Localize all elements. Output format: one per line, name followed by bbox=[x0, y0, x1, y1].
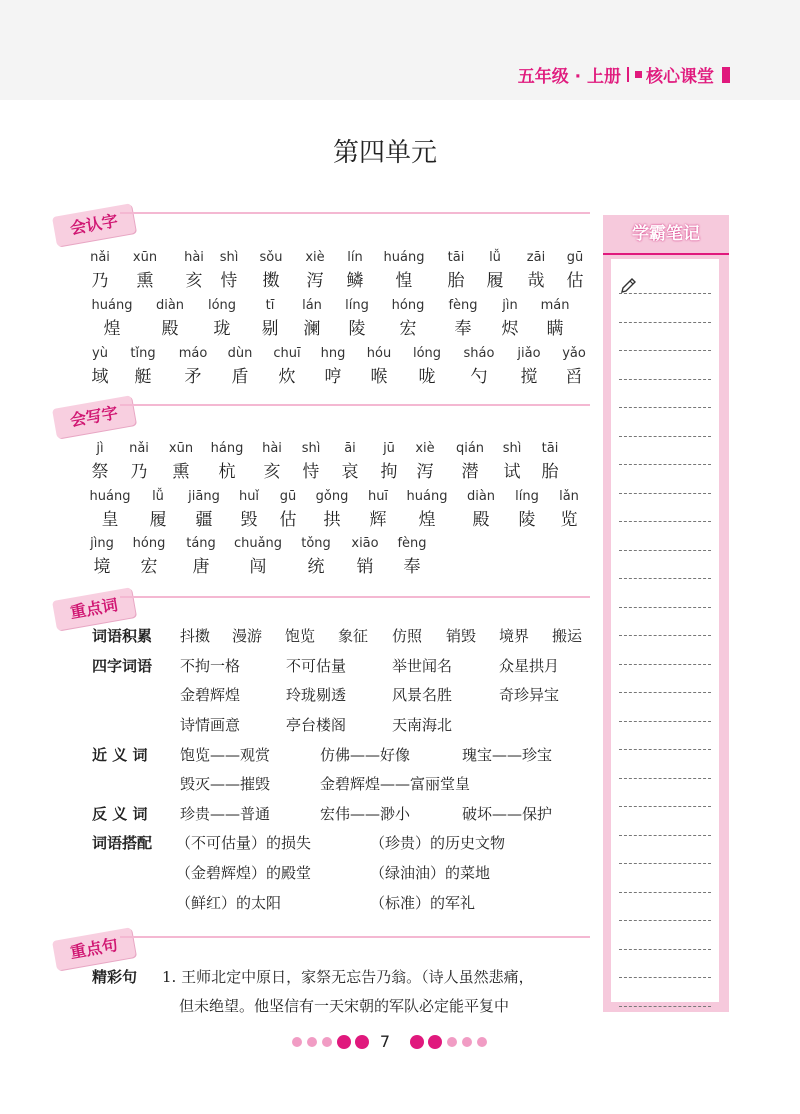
hanzi-char: 鳞 bbox=[346, 271, 364, 291]
pinyin-label: sǒu bbox=[259, 250, 283, 265]
idiom: 不拘一格 bbox=[180, 657, 241, 675]
pinyin-label: tī bbox=[265, 298, 275, 313]
notes-line bbox=[619, 493, 711, 494]
accumulate-label: 词语积累 bbox=[92, 627, 153, 645]
notes-line bbox=[619, 664, 711, 665]
hanzi-char: 唐 bbox=[192, 557, 210, 577]
hanzi-char: 乃 bbox=[130, 462, 148, 482]
pinyin-label: hóu bbox=[366, 346, 392, 361]
hanzi-char: 胎 bbox=[447, 271, 465, 291]
pinyin-label: nǎi bbox=[129, 441, 149, 456]
hanzi-char: 辉 bbox=[369, 510, 387, 530]
notes-line bbox=[619, 607, 711, 608]
hanzi-char: 祭 bbox=[91, 462, 109, 482]
hanzi-char: 疆 bbox=[195, 510, 213, 530]
hanzi-char: 览 bbox=[560, 510, 578, 530]
hanzi-char: 陵 bbox=[348, 319, 366, 339]
antonyms-label: 反 义 词 bbox=[92, 805, 148, 823]
pinyin-label: gū bbox=[279, 489, 297, 504]
notes-line bbox=[619, 835, 711, 836]
pinyin-label: hng bbox=[320, 346, 346, 361]
synonym-pair: 仿佛——好像 bbox=[320, 746, 411, 764]
hanzi-char: 殿 bbox=[161, 319, 179, 339]
hanzi-char: 恃 bbox=[220, 271, 238, 291]
sentence-line: 1. 王师北定中原日，家祭无忘告乃翁。（诗人虽然悲痛， bbox=[162, 968, 534, 986]
hanzi-char: 哉 bbox=[527, 271, 545, 291]
pinyin-label: shì bbox=[502, 441, 522, 456]
decor-dot bbox=[477, 1037, 487, 1047]
notes-line bbox=[619, 464, 711, 465]
pinyin-label: tǒng bbox=[301, 536, 331, 551]
decor-dot bbox=[410, 1035, 424, 1049]
hanzi-char: 哀 bbox=[341, 462, 359, 482]
pinyin-label: huī bbox=[367, 489, 389, 504]
pinyin-label: huǐ bbox=[238, 489, 260, 504]
pinyin-label: lǎn bbox=[559, 489, 579, 504]
pinyin-label: jìn bbox=[502, 298, 518, 313]
pinyin-label: diàn bbox=[155, 298, 185, 313]
pinyin-label: líng bbox=[515, 489, 539, 504]
pinyin-label: huáng bbox=[89, 489, 131, 504]
hanzi-char: 乃 bbox=[91, 271, 109, 291]
hanzi-char: 烬 bbox=[501, 319, 519, 339]
section-divider bbox=[120, 212, 590, 214]
pinyin-label: qián bbox=[455, 441, 485, 456]
pinyin-label: lǚ bbox=[489, 250, 501, 265]
unit-title: 第四单元 bbox=[332, 138, 437, 168]
pinyin-label: tāi bbox=[541, 441, 559, 456]
notes-line bbox=[619, 721, 711, 722]
accumulate-word: 象征 bbox=[338, 627, 369, 645]
hanzi-char: 域 bbox=[91, 367, 109, 387]
pinyin-label: lán bbox=[302, 298, 322, 313]
idiom: 风景名胜 bbox=[392, 686, 453, 704]
hanzi-char: 毁 bbox=[240, 510, 258, 530]
hanzi-char: 宏 bbox=[399, 319, 417, 339]
accumulate-word: 销毁 bbox=[446, 627, 477, 645]
notes-line bbox=[619, 778, 711, 779]
section-divider bbox=[120, 404, 590, 406]
idiom: 诗情画意 bbox=[180, 716, 241, 734]
pinyin-label: fèng bbox=[448, 298, 478, 313]
pinyin-label: fèng bbox=[397, 536, 427, 551]
pinyin-label: jì bbox=[96, 441, 104, 456]
pinyin-label: dùn bbox=[227, 346, 253, 361]
notes-panel bbox=[603, 215, 729, 1012]
notes-writing-area bbox=[611, 259, 719, 1002]
sentence-line: 但未绝望。他坚信有一天宋朝的军队必定能平复中 bbox=[179, 997, 510, 1015]
hanzi-char: 奉 bbox=[403, 557, 421, 577]
hanzi-char: 恃 bbox=[302, 462, 320, 482]
hanzi-char: 舀 bbox=[565, 367, 583, 387]
notes-line bbox=[619, 892, 711, 893]
section-recognize-label: 会认字 bbox=[52, 203, 136, 246]
hanzi-char: 瞒 bbox=[546, 319, 564, 339]
accumulate-word: 搬运 bbox=[552, 627, 583, 645]
decor-dot bbox=[322, 1037, 332, 1047]
hanzi-char: 咙 bbox=[418, 367, 436, 387]
synonym-pair: 金碧辉煌——富丽堂皇 bbox=[320, 775, 471, 793]
idiom: 众星拱月 bbox=[499, 657, 560, 675]
hanzi-char: 亥 bbox=[263, 462, 281, 482]
decor-dot bbox=[355, 1035, 369, 1049]
notes-line bbox=[619, 806, 711, 807]
pinyin-label: hóng bbox=[391, 298, 425, 313]
idiom: 亭台楼阁 bbox=[286, 716, 347, 734]
series-label: 核心课堂 bbox=[646, 67, 714, 87]
section-sentences-label: 重点句 bbox=[52, 927, 136, 970]
hanzi-char: 亥 bbox=[185, 271, 203, 291]
synonym-pair: 饱览——观赏 bbox=[180, 746, 271, 764]
collocation: （珍贵）的历史文物 bbox=[370, 834, 506, 852]
page-header bbox=[518, 62, 730, 87]
notes-line bbox=[619, 1006, 711, 1007]
hanzi-char: 试 bbox=[503, 462, 521, 482]
pinyin-label: nǎi bbox=[90, 250, 110, 265]
section-divider bbox=[120, 936, 590, 938]
pinyin-label: líng bbox=[345, 298, 369, 313]
pinyin-label: diàn bbox=[466, 489, 496, 504]
decor-dot bbox=[428, 1035, 442, 1049]
decor-dot bbox=[292, 1037, 302, 1047]
collocation: （鲜红）的太阳 bbox=[176, 894, 282, 912]
accumulate-word: 仿照 bbox=[392, 627, 423, 645]
pinyin-label: xiè bbox=[415, 441, 435, 456]
page-number: 7 bbox=[379, 1032, 391, 1051]
hanzi-char: 剔 bbox=[261, 319, 279, 339]
pinyin-label: táng bbox=[186, 536, 216, 551]
hanzi-char: 胎 bbox=[541, 462, 559, 482]
synonym-pair: 毁灭——摧毁 bbox=[180, 775, 271, 793]
header-divider bbox=[627, 67, 629, 82]
accumulate-word: 饱览 bbox=[285, 627, 316, 645]
notes-line bbox=[619, 692, 711, 693]
antonym-pair: 破坏——保护 bbox=[462, 805, 553, 823]
notes-line bbox=[619, 350, 711, 351]
pinyin-label: jū bbox=[383, 441, 395, 456]
idiom: 奇珍异宝 bbox=[499, 686, 560, 704]
decor-dot bbox=[307, 1037, 317, 1047]
pinyin-label: lóng bbox=[412, 346, 442, 361]
hanzi-char: 拘 bbox=[380, 462, 398, 482]
pinyin-label: yù bbox=[92, 346, 108, 361]
collocation: （绿油油）的菜地 bbox=[370, 864, 491, 882]
pinyin-label: lín bbox=[347, 250, 363, 265]
hanzi-char: 履 bbox=[486, 271, 504, 291]
pinyin-label: xūn bbox=[132, 250, 158, 265]
notes-title: 学霸笔记 bbox=[632, 224, 700, 244]
hanzi-char: 估 bbox=[279, 510, 297, 530]
hanzi-char: 熏 bbox=[172, 462, 190, 482]
hanzi-char: 拱 bbox=[323, 510, 341, 530]
pinyin-label: huáng bbox=[406, 489, 448, 504]
pinyin-label: xiè bbox=[305, 250, 325, 265]
hanzi-char: 潜 bbox=[461, 462, 479, 482]
pinyin-label: jìng bbox=[90, 536, 114, 551]
hanzi-char: 殿 bbox=[472, 510, 490, 530]
pinyin-label: yǎo bbox=[562, 346, 586, 361]
notes-title-bar bbox=[603, 215, 729, 255]
idiom: 金碧辉煌 bbox=[180, 686, 241, 704]
notes-line bbox=[619, 550, 711, 551]
pinyin-label: hài bbox=[184, 250, 204, 265]
antonym-pair: 宏伟——渺小 bbox=[320, 805, 411, 823]
hanzi-char: 泻 bbox=[416, 462, 434, 482]
notes-line bbox=[619, 635, 711, 636]
hanzi-char: 艇 bbox=[134, 367, 152, 387]
notes-line bbox=[619, 749, 711, 750]
section-divider bbox=[120, 596, 590, 598]
notes-line bbox=[619, 578, 711, 579]
pinyin-label: shì bbox=[219, 250, 239, 265]
hanzi-char: 盾 bbox=[231, 367, 249, 387]
idiom: 玲珑剔透 bbox=[286, 686, 347, 704]
pinyin-label: tāi bbox=[447, 250, 465, 265]
notes-line bbox=[619, 293, 711, 294]
hanzi-char: 境 bbox=[93, 557, 111, 577]
collocation: （不可估量）的损失 bbox=[176, 834, 312, 852]
pinyin-label: shì bbox=[301, 441, 321, 456]
hanzi-char: 宏 bbox=[140, 557, 158, 577]
pinyin-label: hóng bbox=[132, 536, 166, 551]
section-write-label: 会写字 bbox=[52, 395, 136, 438]
header-square-icon bbox=[635, 71, 642, 78]
accumulate-word: 境界 bbox=[499, 627, 530, 645]
hanzi-char: 熏 bbox=[136, 271, 154, 291]
notes-line bbox=[619, 949, 711, 950]
pinyin-label: máo bbox=[178, 346, 208, 361]
hanzi-char: 煌 bbox=[418, 510, 436, 530]
pinyin-label: lóng bbox=[207, 298, 237, 313]
pinyin-label: chuǎng bbox=[233, 536, 283, 551]
pinyin-label: hài bbox=[262, 441, 282, 456]
pinyin-label: gǒng bbox=[315, 489, 349, 504]
hanzi-char: 履 bbox=[149, 510, 167, 530]
notes-line bbox=[619, 920, 711, 921]
hanzi-char: 奉 bbox=[454, 319, 472, 339]
pinyin-label: xūn bbox=[168, 441, 194, 456]
pinyin-label: jiāng bbox=[188, 489, 220, 504]
collocation: （金碧辉煌）的殿堂 bbox=[176, 864, 312, 882]
decor-dot bbox=[447, 1037, 457, 1047]
hanzi-char: 杭 bbox=[218, 462, 236, 482]
notes-line bbox=[619, 407, 711, 408]
hanzi-char: 闯 bbox=[249, 557, 267, 577]
pinyin-label: mán bbox=[540, 298, 570, 313]
accumulate-word: 抖擞 bbox=[180, 627, 211, 645]
hanzi-char: 搅 bbox=[520, 367, 538, 387]
pinyin-label: sháo bbox=[463, 346, 495, 361]
hanzi-char: 泻 bbox=[306, 271, 324, 291]
pinyin-label: tǐng bbox=[130, 346, 156, 361]
sentence-label: 精彩句 bbox=[92, 968, 138, 986]
notes-line bbox=[619, 977, 711, 978]
idiom: 不可估量 bbox=[286, 657, 347, 675]
hanzi-char: 澜 bbox=[303, 319, 321, 339]
hanzi-char: 惶 bbox=[395, 271, 413, 291]
hanzi-char: 哼 bbox=[324, 367, 342, 387]
pinyin-label: āi bbox=[344, 441, 356, 456]
synonyms-label: 近 义 词 bbox=[92, 746, 148, 764]
idiom: 举世闻名 bbox=[392, 657, 453, 675]
header-block-icon bbox=[722, 67, 730, 83]
decor-dot bbox=[462, 1037, 472, 1047]
hanzi-char: 珑 bbox=[213, 319, 231, 339]
pinyin-label: háng bbox=[210, 441, 244, 456]
section-keywords-label: 重点词 bbox=[52, 587, 136, 630]
notes-line bbox=[619, 863, 711, 864]
idiom: 天南海北 bbox=[392, 716, 453, 734]
pinyin-label: lǚ bbox=[152, 489, 164, 504]
accumulate-word: 漫游 bbox=[232, 627, 263, 645]
decor-dot bbox=[337, 1035, 351, 1049]
hanzi-char: 煌 bbox=[103, 319, 121, 339]
hanzi-char: 炊 bbox=[278, 367, 296, 387]
hanzi-char: 统 bbox=[307, 557, 325, 577]
pinyin-label: huáng bbox=[91, 298, 133, 313]
hanzi-char: 陵 bbox=[518, 510, 536, 530]
pinyin-label: gū bbox=[566, 250, 584, 265]
pinyin-label: xiāo bbox=[351, 536, 379, 551]
antonym-pair: 珍贵——普通 bbox=[180, 805, 271, 823]
hanzi-char: 估 bbox=[566, 271, 584, 291]
hanzi-char: 勺 bbox=[470, 367, 488, 387]
pinyin-label: huáng bbox=[383, 250, 425, 265]
grade-label: 五年级 · 上册 bbox=[517, 67, 621, 87]
notes-line bbox=[619, 322, 711, 323]
pinyin-label: jiǎo bbox=[517, 346, 541, 361]
collocation-label: 词语搭配 bbox=[92, 834, 153, 852]
idioms-label: 四字词语 bbox=[92, 657, 153, 675]
hanzi-char: 销 bbox=[356, 557, 374, 577]
notes-line bbox=[619, 521, 711, 522]
hanzi-char: 擞 bbox=[262, 271, 280, 291]
collocation: （标准）的军礼 bbox=[370, 894, 476, 912]
hanzi-char: 喉 bbox=[370, 367, 388, 387]
pinyin-label: zāi bbox=[526, 250, 546, 265]
hanzi-char: 矛 bbox=[184, 367, 202, 387]
synonym-pair: 瑰宝——珍宝 bbox=[462, 746, 553, 764]
notes-line bbox=[619, 436, 711, 437]
notes-line bbox=[619, 379, 711, 380]
pinyin-label: chuī bbox=[273, 346, 301, 361]
hanzi-char: 皇 bbox=[101, 510, 119, 530]
